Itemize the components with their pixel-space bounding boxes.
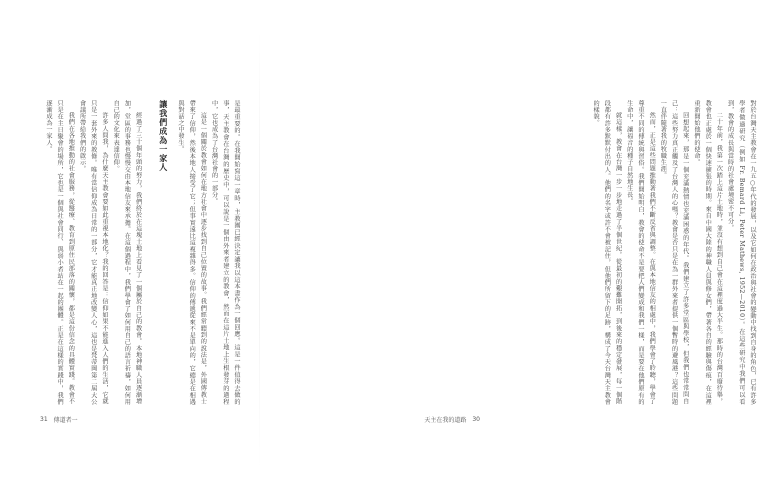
right-page-body (536, 100, 758, 405)
page-number: 30 (472, 416, 480, 423)
paragraph: 就這樣，教會在台灣一步一步地走過了半個世紀。從最初的艱難開拓，到後來的穩定發展，每一個階段都有許多默默付出的人。他們的名字或許不會被記住，但他們所留下的足跡，構成了今天台灣天主教會的樣貌。 (592, 100, 622, 405)
right-page-folio (424, 415, 480, 424)
running-title: 傳道者一 (53, 417, 78, 424)
page-number: 31 (40, 416, 48, 423)
paragraph: 是最重要的。在我開始寫這一章時，主教團已經決定讓我以這本書作為一個回應。這是一件值得去做的事，天主教會在台灣的歷史中，可以說是一個由外來者建立的教會，然而在這片土地上生根發芽的過程中，它也成為了台灣社會的一部分。 (210, 100, 240, 405)
paragraph: 然而，正是這些問題推動著我們不斷反省與調整。在與本地信友的相處中，我們學會了聆聽，學會了尊重不同的傳統與習俗。我們開始明白，教會的使命不是要把人們變成和我們一樣，而是要在他們原有的生命中，讓福音的種子自然地生長。 (625, 100, 656, 405)
paragraph: 這是一個關於教會如何在地方社會中逐步找到自己位置的故事。我們經常聽到的說法是，外國傳教士帶來了信仰，然後本地人接受了它；但事實遠比這複雜得多。信仰的傳遞從來不是單向的，它總是在相遇與對話之中發生。 (176, 100, 207, 405)
right-page (260, 0, 756, 500)
paragraph: 二十年前，我第一次踏上這片土地時，並沒有想到自己會在這裡度過大半生。那時的台灣百廢待舉，教會也正處於一個快速擴張的時期。來自中國大陸的神職人員與修女們，帶著各自的經驗與傷痕，在這裡重新開始他們的使命。 (692, 100, 723, 405)
left-page-folio (40, 415, 78, 424)
paragraph: 回想起來，那是一個充滿熱情也充滿困惑的年代。我們建立了許多堂區與學校，但我們也常常問自己：這些努力真正觸及了台灣人的心嗎？教會是否只是在為一群外來者提供一個暫時的避風港？這些問題一直伴隨著我的牧職生涯。 (659, 100, 689, 405)
paragraph: 許多人問我，為什麼天主教會要如此重視本地化？我的回答是：信仰如果不能進入人們的生活，它就只是一套外來的教條。唯有當信仰成為日常的一部分，它才能真正地改變人心，這也是梵蒂岡第二屆大公會議所帶給我們的啟示。 (78, 100, 108, 405)
running-title: 天主在我的道路 (424, 417, 467, 424)
left-page (0, 0, 260, 500)
paragraph: 對於台灣天主教會在一九五○年代的發展，以及它如何在政治與社會的變動中找到自身的角色，已有許多學者做過研究（例如 Fr. Bemard Li, Peter Mathews, 1952—2010）。在這些研究中我們可以看到，教會的成長與當時的社會處境密不可分。 (726, 100, 756, 405)
paragraph: 我們在各地推動的社會服務，從醫療、教育到原住民部落的關懷，都是這份信念的具體實踐。教會不只是在主日聚會的場所，它也是一個與社會同行、與弱小者站在一起的團體。正是在這樣的實踐中，我們逐漸成為一家人。 (44, 100, 75, 405)
paragraph: 經過了三十個年頭的努力，我們終於在這塊土地上看見了一個屬於自己的教會。本地神職人員逐漸增加，堂區的事務也慢慢交由本地信友來承擔。在這個過程中，我們學會了如何用自己的語言祈禱，如何用自己的文化來表達信仰。 (112, 100, 142, 405)
section-heading: 讓我們成為一家人 (158, 100, 169, 172)
left-page-body (26, 100, 242, 405)
